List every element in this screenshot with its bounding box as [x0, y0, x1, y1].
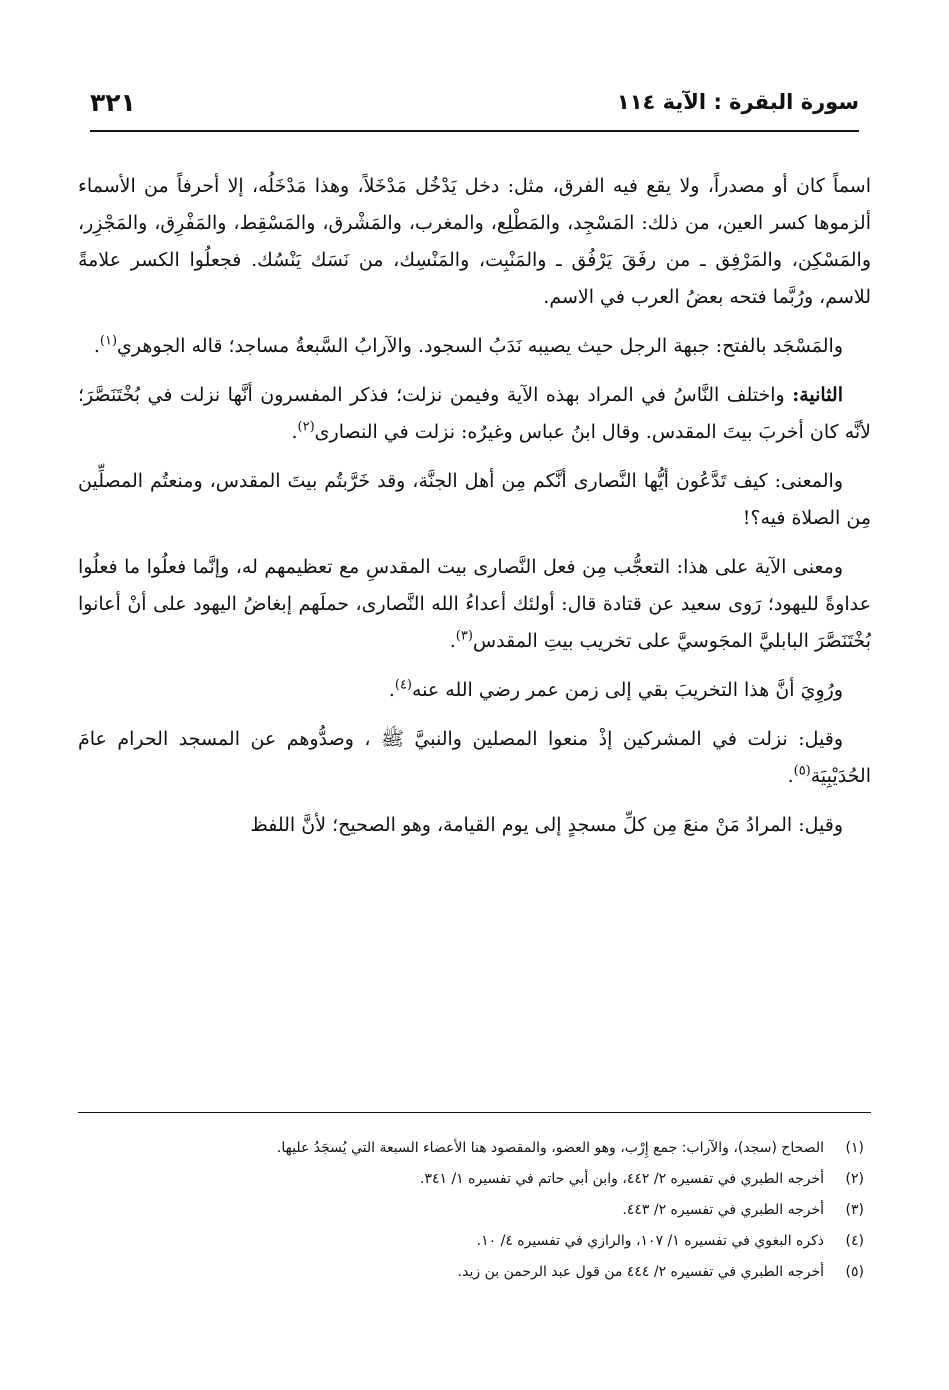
- main-text: [78, 168, 871, 856]
- paragraph: وقيل: نزلت في المشركين إذْ منعوا المصلين والنبيَّ ﷺ ، وصدُّوهم عن المسجد الحرام عامَ الحُدَيْبِيَة$^{(٥)}$.: [78, 728, 871, 787]
- footnote-number: (٤): [845, 1233, 864, 1249]
- footnote: [78, 1133, 864, 1164]
- footnote: [78, 1164, 864, 1195]
- paragraph: اسماً كان أو مصدراً، ولا يقع فيه الفرق، مثل: دخل يَدْخُل مَدْخَلاً، وهذا مَدْخَلُه، إلا أحرفاً من الأسماء ألزموها كسر العين، من ذلك: المَسْجِد، والمَطْلِع، والمغرب، والمَشْرق، والمَسْقِط، والمَفْرِق، والمَجْزِر، والمَسْكِن، والمَرْفِق ـ من رفَقَ يَرْفُق ـ والمَنْبِت، والمَنْسِك، من نَسَك يَنْسُك. فجعلُوا الكسر علامةً للاسم، ورُبَّما فتحه بعضُ العرب في الاسم.: [78, 175, 871, 308]
- page-number: ٣٢١: [90, 88, 136, 117]
- footnote-text: ذكره البغوي في تفسيره ١/ ١٠٧، والرازي في تفسيره ٤/ ١٠.: [476, 1233, 824, 1249]
- footnote-text: الصحاح (سجد)، والآراب: جمع إِرْب، وهو العضو، والمقصود هنا الأعضاء السبعة التي يُسجَدُ عليها.: [276, 1140, 824, 1156]
- footnote-number: (١): [845, 1140, 864, 1156]
- footnote-text: أخرجه الطبري في تفسيره ٢/ ٤٤٤ من قول عبد الرحمن بن زيد.: [457, 1264, 824, 1280]
- footnote-ref[interactable]: (٢): [297, 419, 315, 435]
- paragraph: والمَسْجَد بالفتح: جبهة الرجل حيث يصيبه نَدَبُ السجود. والآرابُ السَّبعةُ مساجد؛ قاله الجوهري$^{(١)}$.: [93, 333, 843, 357]
- footnote-text: أخرجه الطبري في تفسيره ٢/ ٤٤٢، وابن أبي حاتم في تفسيره ١/ ٣٤١.: [419, 1171, 824, 1187]
- footnote-ref[interactable]: (٥): [793, 763, 811, 779]
- paragraph: ورُوِيَ أنَّ هذا التخريبَ بقي إلى زمن عمر رضي الله عنه$^{(٤)}$.: [388, 677, 843, 701]
- footnotes: [78, 1133, 864, 1288]
- footnote-number: (٥): [845, 1264, 864, 1280]
- paragraph: وقيل: المرادُ مَنْ منعَ مِن كلِّ مسجدٍ إلى يوم القيامة، وهو الصحيح؛ لأنَّ اللفظ: [250, 814, 843, 836]
- paragraph: ومعنى الآية على هذا: التعجُّب مِن فعل النَّصارى بيت المقدسِ مع تعظيمهم له، وإنَّما فعلُوا ما فعلُوا عداوةً لليهود؛ رَوى سعيد عن قتادة قال: أولئك أعداءُ الله النَّصارى، حملَهم إبغاضُ اليهود على أنْ أعانوا بُخْتَنَصَّرَ البابليَّ المجَوسيَّ على تخريب بيتِ المقدس$^{(٣)}$.: [78, 556, 871, 652]
- section-lead: الثانية:: [792, 384, 843, 406]
- paragraph: الثانية: واختلف النَّاسُ في المراد بهذه الآية وفيمن نزلت؛ فذكر المفسرون أنَّها نزلت في بُخْتَنَصَّرَ؛ لأنَّه كان أخربَ بيتَ المقدس. وقال ابنُ عباس وغيرُه: نزلت في النصارى$^{(٢)}$.: [78, 384, 871, 443]
- footnote-text: أخرجه الطبري في تفسيره ٢/ ٤٤٣.: [622, 1202, 824, 1218]
- running-title: سورة البقرة : الآية ١١٤: [616, 90, 859, 114]
- footnote-ref[interactable]: (٣): [455, 628, 473, 644]
- footnote-number: (٢): [845, 1171, 864, 1187]
- footnote-divider: [78, 1112, 871, 1113]
- footnote-ref[interactable]: (٤): [394, 677, 412, 693]
- footnote: [78, 1257, 864, 1288]
- footnote-ref[interactable]: (١): [99, 333, 118, 349]
- footnote: [78, 1226, 864, 1257]
- page-header: [90, 88, 859, 132]
- footnote-number: (٣): [845, 1202, 864, 1218]
- paragraph: والمعنى: كيف تَدَّعُون أيُّها النَّصارى أنَّكم مِن أهل الجنَّة، وقد خَرَّبتُم بيتَ المقدس، ومنعتُم المصلِّين مِن الصلاة فيه؟!: [78, 470, 871, 529]
- footnote: [78, 1195, 864, 1226]
